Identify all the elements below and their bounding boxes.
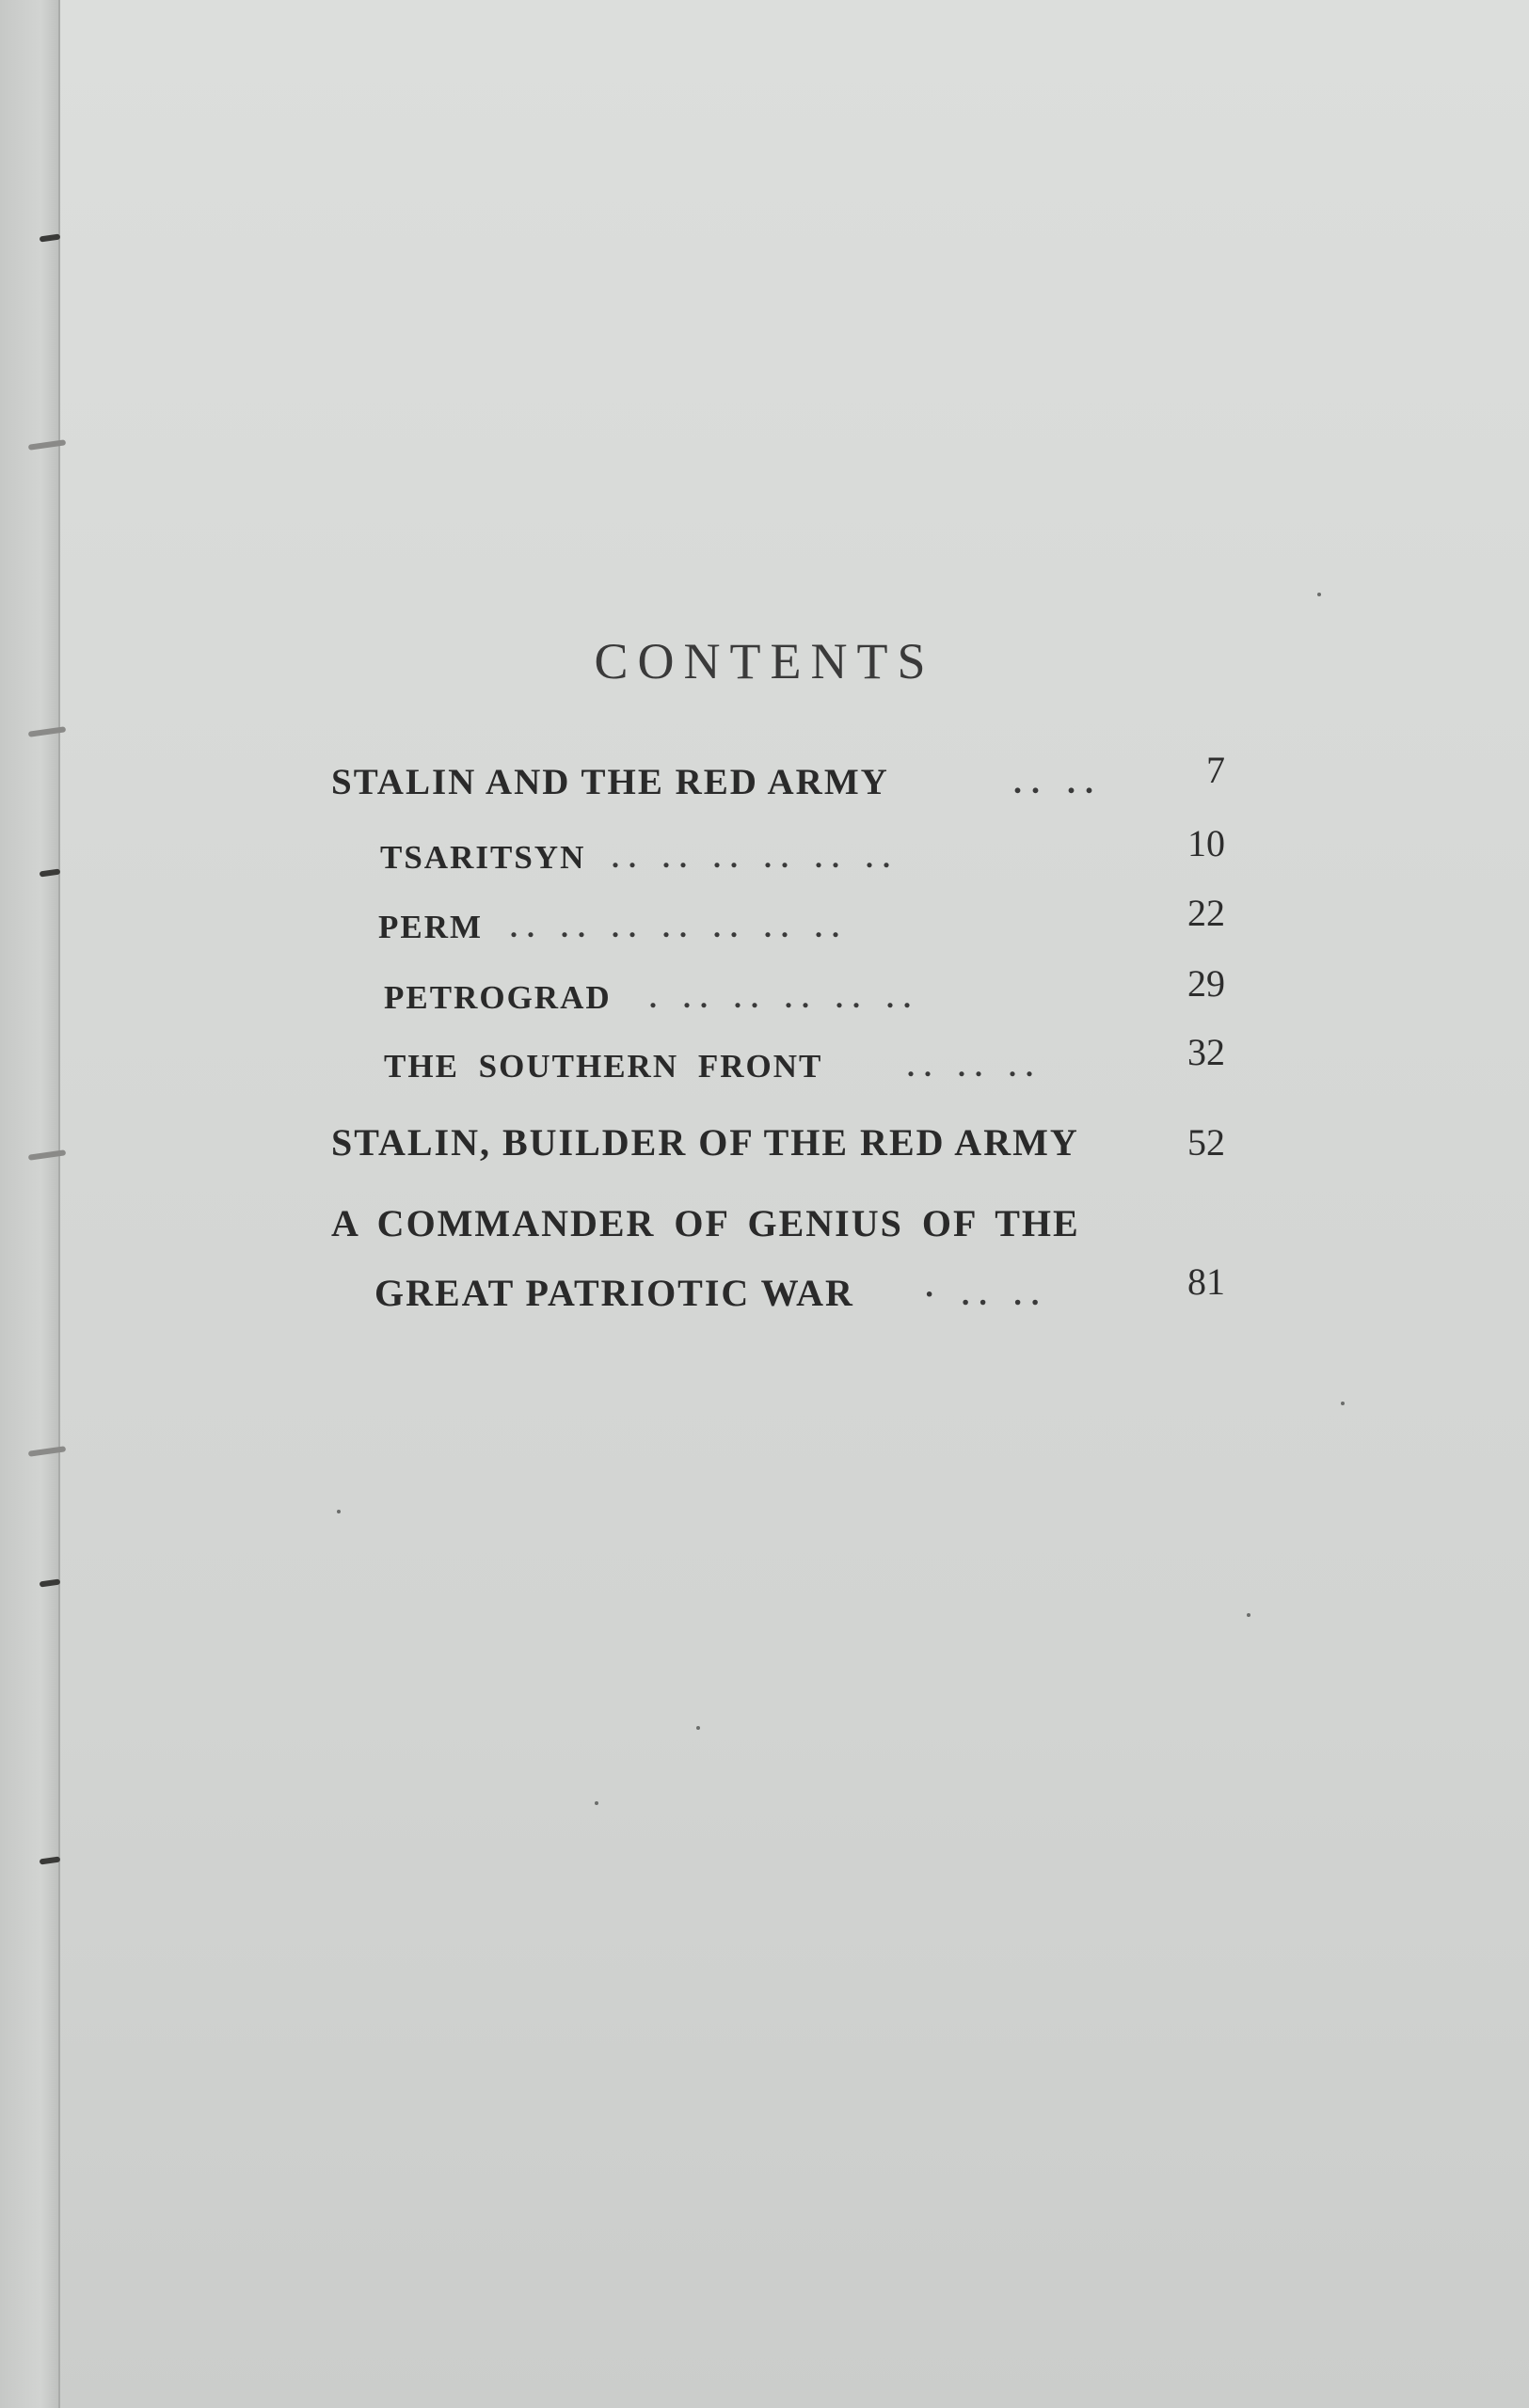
- binding-strip: [0, 0, 60, 2408]
- binding-stitch: [28, 1149, 66, 1161]
- toc-leader-dots: .. .. .. .. .. .. ..: [510, 910, 849, 943]
- toc-entry: [331, 822, 1225, 882]
- toc-entry-label: A COMMANDER OF GENIUS OF THE: [331, 1202, 1080, 1244]
- toc-leader-dots: . .. .. .. .. ..: [649, 980, 920, 1014]
- toc-entry-label: STALIN, BUILDER OF THE RED ARMY: [331, 1121, 1079, 1164]
- paper-speck: [1317, 593, 1321, 596]
- toc-entry: [331, 1195, 1225, 1251]
- toc-page-number: 7: [1206, 749, 1225, 791]
- toc-leader-dots: .. .. .. .. .. ..: [612, 840, 900, 874]
- toc-entry-label: GREAT PATRIOTIC WAR: [374, 1272, 854, 1314]
- binding-stitch: [28, 439, 66, 451]
- toc-entry-label: THE SOUTHERN FRONT: [384, 1048, 823, 1085]
- paper-speck: [1341, 1402, 1345, 1405]
- toc-page-number: 29: [1187, 962, 1225, 1005]
- toc-entry-label: PETROGRAD: [384, 979, 612, 1016]
- toc-page-number: 32: [1187, 1031, 1225, 1073]
- paper-speck: [337, 1510, 341, 1513]
- binding-stitch: [28, 726, 66, 737]
- toc-leader-dots: · .. ..: [924, 1277, 1049, 1312]
- binding-stitch: [40, 233, 61, 242]
- paper-speck: [1247, 1613, 1250, 1617]
- toc-page-number: 52: [1187, 1121, 1225, 1164]
- binding-stitch: [28, 1446, 66, 1457]
- toc-entry: [331, 1031, 1225, 1091]
- toc-entry-label: PERM: [378, 909, 484, 945]
- binding-stitch: [40, 1578, 61, 1587]
- toc-entry: [331, 1114, 1225, 1170]
- binding-stitch: [40, 868, 61, 877]
- paper-speck: [696, 1726, 700, 1730]
- contents-heading: CONTENTS: [594, 633, 935, 689]
- toc-entry-continuation: [331, 1260, 1225, 1321]
- binding-stitch: [40, 1856, 61, 1864]
- toc-entry: [331, 892, 1225, 952]
- toc-leader-dots: .. .. ..: [907, 1049, 1043, 1083]
- toc-page-number: 10: [1187, 822, 1225, 864]
- toc-entry-label: STALIN AND THE RED ARMY: [331, 762, 889, 802]
- paper-speck: [595, 1801, 598, 1805]
- toc-page-number: 22: [1187, 892, 1225, 934]
- toc-entry: [331, 962, 1225, 1022]
- toc-page-number: 81: [1187, 1260, 1225, 1303]
- toc-entry-label: TSARITSYN: [380, 839, 586, 876]
- toc-leader-dots: .. ..: [1013, 763, 1103, 800]
- toc-entry: [331, 749, 1225, 809]
